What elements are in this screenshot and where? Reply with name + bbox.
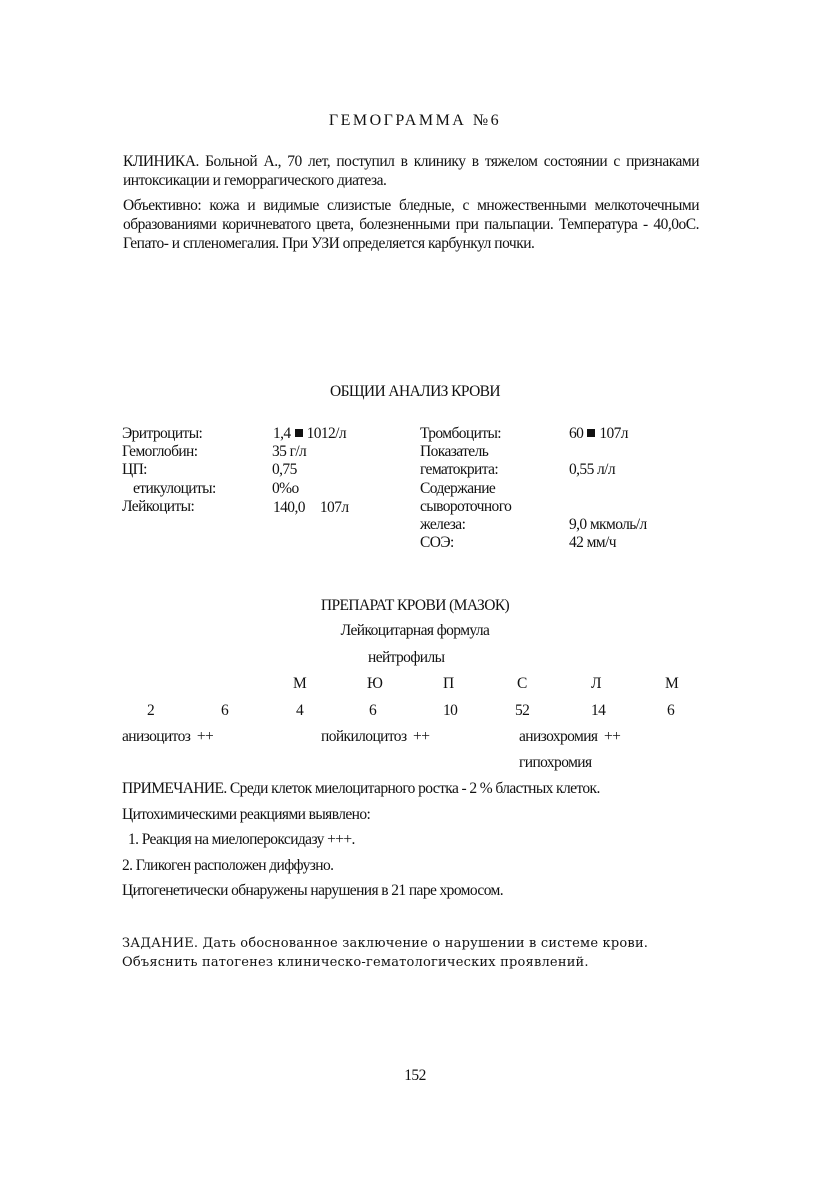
formula-value: 2 [147,702,155,719]
formula-value: 6 [369,702,377,719]
erythrocytes-value [273,425,346,443]
task-line-2: Объяснить патогенез клиническо-гематологических проявлений. [122,955,589,970]
platelets-number: 60 [569,425,584,442]
cytochemistry-heading: Цитохимическими реакциями выявлено: [122,806,371,823]
serum-iron-value: 9,0 мкмоль/л [569,516,647,533]
platelets-label: Тромбоциты: [420,425,502,442]
formula-value: 14 [591,702,606,719]
clinic-paragraph: КЛИНИКА. Больной А., 70 лет, поступил в клинику в тяжелом состоянии с признаками интоксикации и геморрагического диатеза. [123,153,699,189]
cbc-heading: ОБЩИИ АНАЛИЗ КРОВИ [330,383,500,400]
leukocytes-unit: 107л [319,499,349,516]
serum-iron-label-1: Содержание [420,480,496,497]
formula-value: 6 [667,702,675,719]
anisochromia-grade: ++ [604,728,621,745]
serum-iron-label-3: железа: [420,516,466,533]
multiply-square-icon [587,429,595,437]
platelets-value [569,425,628,443]
page-number: 152 [404,1067,426,1084]
neutrophils-label: нейтрофилы [368,649,445,666]
formula-value: 52 [515,702,530,719]
formula-col-mono: М [665,675,679,692]
page-title: ГЕМОГРАММА №6 [328,112,502,129]
hematocrit-value: 0,55 л/л [569,461,615,478]
formula-value: 10 [443,702,458,719]
note-text: ПРИМЕЧАНИЕ. Среди клеток миелоцитарного ростка - 2 % бластных клеток. [122,780,600,797]
reticulocytes-value: 0%о [272,480,299,497]
reticulocytes-label: етикулоциты: [133,480,216,497]
hypochromia: гипохромия [519,754,592,771]
color-index-label: ЦП: [122,461,147,478]
task-line-1: ЗАДАНИЕ. Дать обоснованное заключение о нарушении в системе крови. [122,936,649,951]
erythrocytes-unit: 1012/л [306,425,347,442]
formula-col-yu: Ю [367,675,383,692]
poikilocytosis [321,728,429,746]
cytochemistry-item-1: 1. Реакция на миелопероксидазу +++. [128,831,355,848]
cytogenetics-text: Цитогенетически обнаружены нарушения в 21 паре хромосом. [122,882,504,899]
formula-value: 4 [296,702,304,719]
anisocytosis [122,728,213,746]
anisochromia-label: анизохромия [519,728,598,745]
formula-col-s: С [517,675,527,692]
erythrocytes-label: Эритроциты: [122,425,203,442]
platelets-unit: 107л [599,425,628,442]
poikilocytosis-label: пойкилоцитоз [321,728,407,745]
formula-col-m: М [293,675,307,692]
formula-value: 6 [221,702,229,719]
anisocytosis-grade: ++ [196,728,214,745]
leukocyte-formula-heading: Лейкоцитарная формула [340,622,490,639]
smear-heading: ПРЕПАРАТ КРОВИ (МАЗОК) [320,597,510,614]
anisocytosis-label: анизоцитоз [122,728,191,745]
serum-iron-label-2: сывороточного [420,498,512,515]
objective-paragraph: Объективно: кожа и видимые слизистые бледные, с множественными мелкоточечными образованиями коричневатого цвета, болезненными при пальпации. Температура - 40,0оС. Гепато- и спленомегалия. При УЗИ определяется карбункул почки. [123,197,699,252]
formula-col-p: П [443,675,454,692]
leukocytes-label: Лейкоциты: [122,498,195,515]
erythrocytes-number: 1,4 [273,425,291,442]
cytochemistry-item-2: 2. Гликоген расположен диффузно. [122,857,334,874]
esr-value: 42 мм/ч [569,534,616,551]
esr-label: СОЭ: [420,534,454,551]
multiply-square-icon [295,429,303,437]
hematocrit-label-1: Показатель [420,443,489,460]
anisochromia [519,728,620,746]
leukocytes-value [273,499,348,517]
hemoglobin-label: Гемоглобин: [122,443,198,460]
hemoglobin-value: 35 г/л [272,443,307,460]
color-index-value: 0,75 [272,461,297,478]
poikilocytosis-grade: ++ [413,728,430,745]
leukocytes-number: 140,0 [273,499,305,516]
formula-col-l: Л [591,675,601,692]
hematocrit-label-2: гематокрита: [420,461,499,478]
